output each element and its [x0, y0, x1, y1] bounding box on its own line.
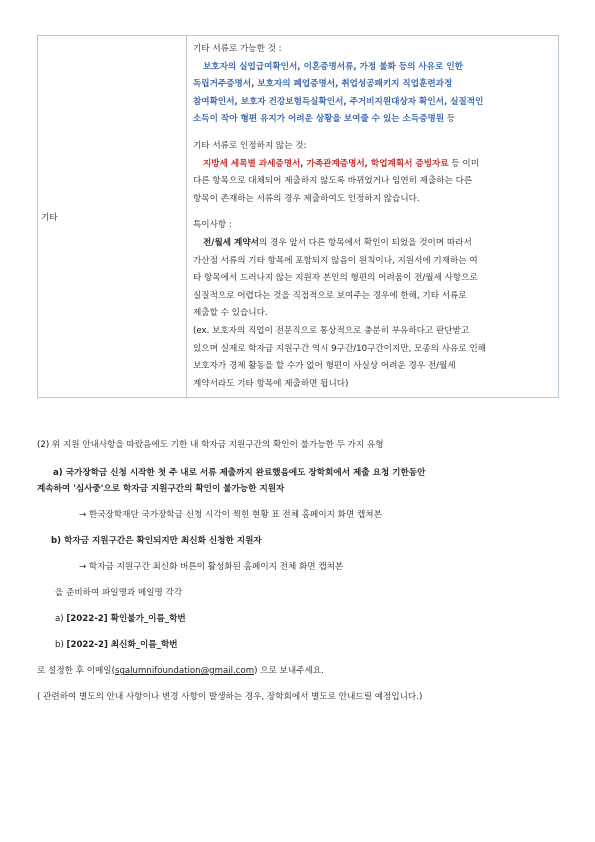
- filename-a-text: [2022-2] 확인불가_이름_학번: [66, 614, 186, 624]
- special-line-1-tail: 의 경우 앞서 다른 항목에서 확인이 되었을 것이며 따라서: [258, 237, 472, 248]
- allowed-heading: 기타 서류로 가능한 것 :: [193, 44, 282, 54]
- note-line: ( 관련하여 별도의 안내 사항이나 변경 사항이 발생하는 경우, 장학회에서 별도로 안내드릴 예정입니다.): [37, 692, 423, 702]
- filename-b-text: [2022-2] 최신화_이름_학번: [66, 640, 178, 650]
- special-line-7: 있으며 실제로 학자금 지원구간 역시 9구간/10구간이지만, 모종의 사유로 인해: [193, 343, 486, 354]
- special-block: [193, 217, 552, 393]
- special-line-1: [193, 235, 552, 253]
- special-line-4: 실질적으로 어렵다는 것을 직접적으로 보여주는 경우에 한해, 기타 서류로: [193, 290, 467, 301]
- allowed-line-4: [193, 111, 552, 129]
- row-content: [187, 36, 559, 398]
- row-label: 기타: [38, 36, 187, 398]
- special-line-3: 타 항목에서 드러나지 않는 지원자 본인의 형편의 어려움이 전/월세 사항으로: [193, 273, 478, 284]
- allowed-line-2: 독립거주증명서, 보호자의 폐업증명서, 취업성공패키지 직업훈련과정: [193, 79, 453, 90]
- allowed-line-4-blue: 소득이 작아 형편 유지가 어려운 상황을 보여줄 수 있는 소득증명원: [193, 114, 445, 125]
- send-pre: 로 설정한 후 이메일(: [37, 666, 115, 676]
- email-link[interactable]: sgalumnifoundation@gmail.com: [114, 666, 255, 676]
- denied-heading: 기타 서류로 인정하지 않는 것:: [193, 140, 307, 151]
- allowed-line-1: 보호자의 실업급여확인서, 이혼증명서류, 가정 불화 등의 사유로 인한: [203, 61, 463, 72]
- send-post: ) 으로 보내주세요.: [254, 666, 324, 676]
- special-line-6: (ex. 보호자의 직업이 전문직으로 통상적으로 충분히 부유하다고 판단받고: [193, 325, 470, 336]
- type-a-line-2: 계속하여 '심사중'으로 학자금 지원구간의 확인이 불가능한 지원자: [37, 484, 285, 494]
- table-row: [38, 36, 559, 398]
- type-b-line: b) 학자금 지원구간은 확인되지만 최신화 신청한 지원자: [51, 536, 262, 546]
- denied-line-1: [193, 156, 552, 174]
- filename-b-prefix: b): [55, 640, 67, 650]
- special-line-8: 보호자가 경제 활동을 할 수가 없어 형편이 사실상 어려운 경우 전/월세: [193, 361, 456, 372]
- filename-a-prefix: a): [55, 614, 67, 624]
- denied-block: [193, 138, 552, 208]
- prepare-line: 을 준비하여 파일명과 메일명 각각: [55, 588, 183, 598]
- special-line-5: 제출할 수 있습니다.: [193, 308, 268, 319]
- denied-red-text: 지방세 세목별 과세증명서, 가족관계증명서, 학업계획서 증빙자료: [203, 158, 449, 169]
- info-table: [37, 35, 559, 398]
- intro-paragraph: (2) 위 지원 안내사항을 따랐음에도 기한 내 학자금 지원구간의 확인이 불가능한 두 가지 유형: [37, 440, 384, 450]
- type-a-line-1: a) 국가장학금 신청 시작한 첫 주 내로 서류 제출까지 완료했음에도 장학회에서 제출 요청 기한동안: [53, 468, 426, 478]
- special-line-2: 가산점 서류의 기타 항목에 포함되지 않음이 원칙이나, 지원서에 기재하는 여: [193, 255, 478, 266]
- denied-line-3: 항목이 존재하는 서류의 경우 제출하여도 인정하지 않습니다.: [193, 193, 420, 204]
- denied-line-2: 다른 항목으로 대체되어 제출하지 않도록 바뀌었거나 임연히 제출하는 다른: [193, 176, 473, 187]
- type-a-arrow: → 한국장학재단 국가장학금 신청 시각이 찍힌 현황 표 전체 홈페이지 화면 캡쳐본: [79, 510, 382, 520]
- send-line: [37, 663, 559, 679]
- filename-b: [37, 637, 559, 653]
- filename-a: [37, 611, 559, 627]
- special-line-9: 계약서라도 기타 항목에 제출하면 됩니다): [193, 378, 349, 389]
- allowed-line-3: 참여확인서, 보호자 건강보험득실확인서, 주거비지원대상자 확인서, 실질적인: [193, 96, 484, 107]
- instructions-section: [37, 437, 559, 705]
- special-bold-text: 전/월세 계약서: [203, 237, 259, 248]
- allowed-block: [193, 41, 552, 129]
- type-b-arrow: → 학자금 지원구간 최신화 버튼이 활성화된 홈페이지 전체 화면 캡쳐본: [79, 562, 344, 572]
- allowed-line-4-tail: 등: [444, 114, 456, 125]
- special-heading: 특이사항 :: [193, 220, 232, 231]
- denied-line-1-tail: 등 이미: [448, 158, 480, 169]
